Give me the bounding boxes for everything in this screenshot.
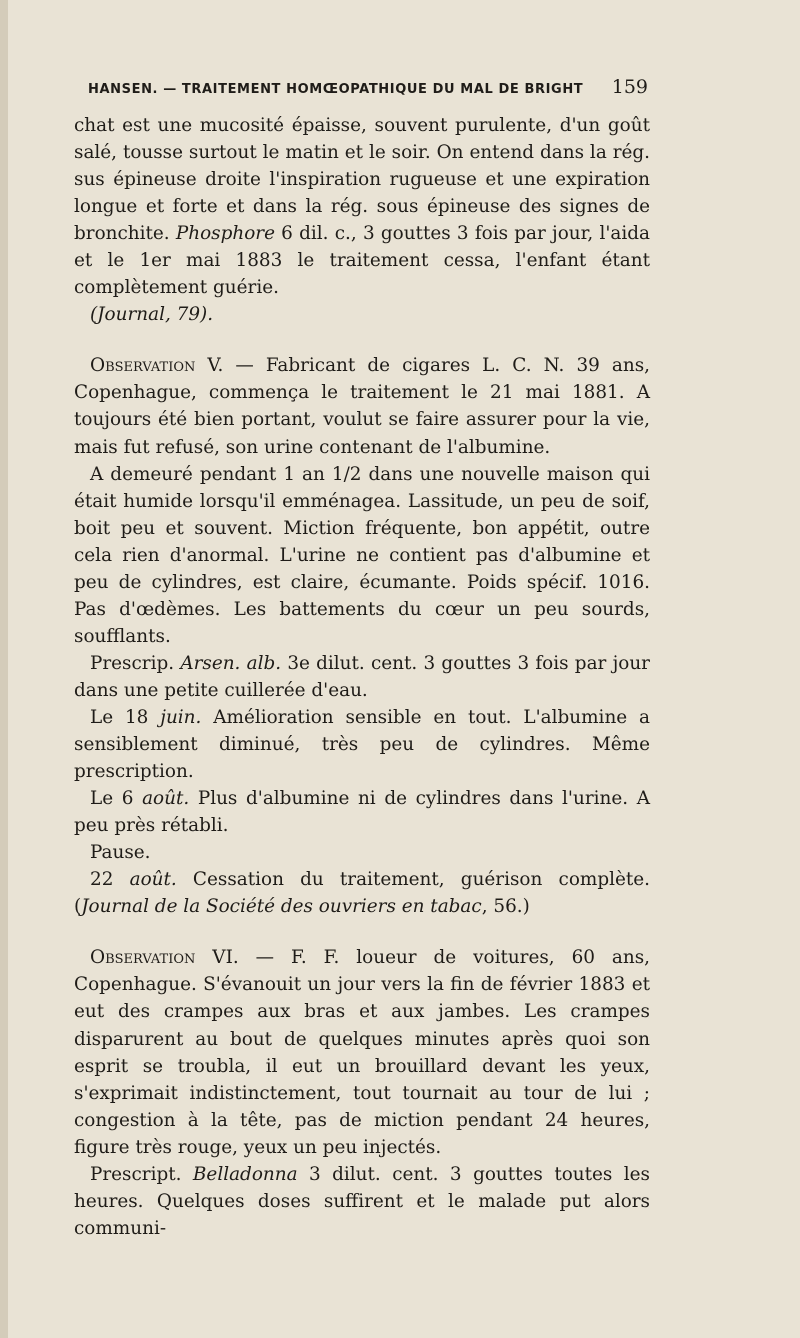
paragraph: Le 18 juin. Amélioration sensible en tout. L'albumine a sensiblement diminué, très peu de cylindres. Même prescription. [74,706,651,783]
paragraph: Prescript. Belladonna 3 dilut. cent. 3 gouttes toutes les heures. Quelques doses suffirent et le malade put alors communi- [74,1163,650,1239]
page-body [74,112,650,1242]
paragraph: A demeuré pendant 1 an 1/2 dans une nouvelle maison qui était humide lorsqu'il emménagea. Lassitude, un peu de soif, boit peu et souvent. Miction fréquente, bon appétit, outre cela rien d'anormal. L'urine ne contient pas d'albumine et peu de cylindres, est claire, écumante. Poids spécif. 1016. Pas d'œdèmes. Les battements du cœur un peu sourds, soufflants. [74,463,650,647]
observation-label: Observation V. [90,355,224,377]
source-citation: (Journal, 79). [90,304,214,326]
paragraph: 22 août. Cessation du traitement, guérison complète. (Journal de la Société des ouvriers en tabac, 56.) [74,869,650,918]
page-number: 159 [611,76,648,98]
running-header [88,76,648,98]
paragraph: Le 6 août. Plus d'albumine ni de cylindres dans l'urine. A peu près rétabli. [74,788,650,837]
paragraph: chat est une mucosité épaisse, souvent purulente, d'un goût salé, tousse surtout le matin et le soir. On entend dans la rég. sus épineuse droite l'inspiration rugueuse et une expiration longue et forte et dans la rég. sous épineuse des signes de bronchite. Phosphore 6 dil. c., 3 gouttes 3 fois par jour, l'aida et le 1er mai 1883 le traitement cessa, l'enfant étant complètement guérie. [74,115,650,299]
page-edge [0,0,8,1338]
observation-label: Observation VI. [90,947,239,969]
observation-vi: Observation VI. — F. F. loueur de voitures, 60 ans, Copenhague. S'évanouit un jour vers la fin de février 1883 et eut des crampes aux bras et aux jambes. Les crampes disparurent au bout de quelques minutes après quoi son esprit se troubla, il eut un brouillard devant les yeux, s'exprimait indistinctement, tout tournait au tour de lui ; congestion à la tête, pas de miction pendant 24 heures, figure très rouge, yeux un peu injectés. [74,947,650,1158]
paragraph: Prescrip. Arsen. alb. 3e dilut. cent. 3 gouttes 3 fois par jour dans une petite cuillerée d'eau. [74,652,650,701]
running-title: HANSEN. — TRAITEMENT HOMŒOPATHIQUE DU MAL DE BRIGHT [88,82,584,97]
paragraph: Pause. [90,842,151,864]
observation-v: Observation V. — Fabricant de cigares L. C. N. 39 ans, Copenhague, commença le traitement le 21 mai 1881. A toujours été bien portant, voulut se faire assurer pour la vie, mais fut refusé, son urine contenant de l'albumine. [74,355,650,458]
